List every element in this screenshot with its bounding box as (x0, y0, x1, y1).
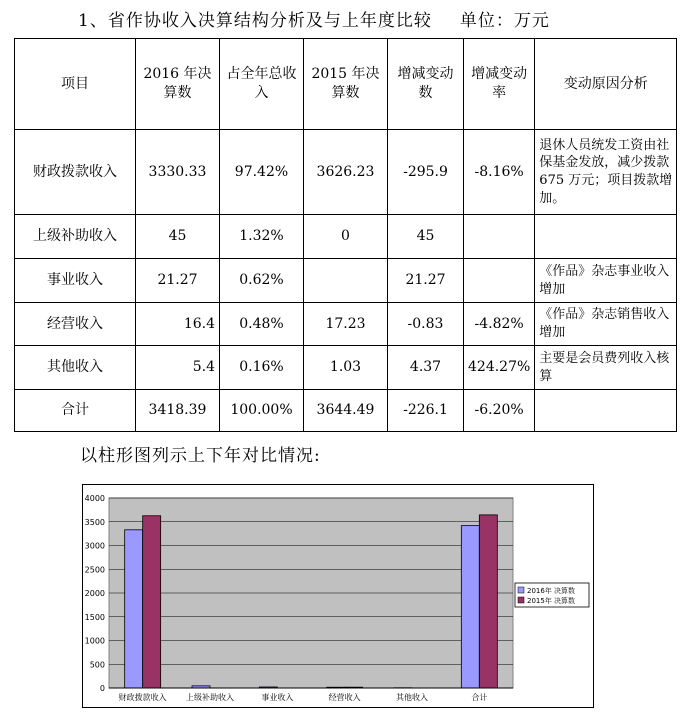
cell-share: 0.16% (220, 346, 304, 390)
x-tick-label: 财政拨款收入 (118, 693, 167, 702)
cell-2015: 3626.23 (304, 130, 388, 215)
bar (479, 515, 497, 688)
cell-change: -226.1 (388, 390, 464, 432)
legend-label: 2015年 决算数 (527, 597, 576, 605)
cell-reason: 《作品》杂志事业收入增加 (535, 259, 677, 303)
x-tick-label: 上级补助收入 (186, 693, 234, 702)
cell-rate: -8.16% (464, 130, 535, 215)
row-label: 合计 (15, 390, 136, 432)
col-header-2016: 2016 年决算数 (136, 39, 220, 130)
chart-intro: 以柱形图列示上下年对比情况: (80, 446, 321, 466)
y-tick-label: 0 (99, 684, 105, 693)
y-tick-label: 3500 (84, 517, 105, 527)
cell-rate (464, 259, 535, 303)
revenue-table (14, 38, 677, 432)
cell-share: 0.62% (220, 259, 304, 303)
cell-change: 21.27 (388, 259, 464, 303)
y-tick-label: 2000 (84, 589, 105, 598)
bar-chart (82, 484, 594, 708)
table-header-row (15, 39, 677, 130)
cell-change: 4.37 (388, 346, 464, 390)
row-label: 经营收入 (15, 303, 136, 346)
y-tick-label: 3000 (84, 541, 105, 551)
col-header-item: 项目 (15, 39, 136, 130)
cell-2016: 3418.39 (136, 390, 220, 432)
col-header-2015: 2015 年决算数 (304, 39, 388, 130)
cell-reason: 退休人员统发工资由社保基金发放，减少拨款 675 万元；项目拨款增加。 (535, 130, 677, 215)
bar (461, 526, 479, 688)
cell-2016: 21.27 (136, 259, 220, 303)
x-tick-label: 其他收入 (396, 693, 428, 702)
row-label: 上级补助收入 (15, 215, 136, 259)
y-tick-label: 500 (89, 660, 105, 670)
cell-share: 1.32% (220, 215, 304, 259)
row-label: 其他收入 (15, 346, 136, 390)
cell-change: 45 (388, 215, 464, 259)
cell-reason (535, 215, 677, 259)
table-row (15, 259, 677, 303)
x-tick-label: 事业收入 (261, 693, 294, 702)
cell-rate: 424.27% (464, 346, 535, 390)
cell-2015: 1.03 (304, 346, 388, 390)
cell-2016: 45 (136, 215, 220, 259)
unit-label: 单位：万元 (459, 11, 550, 31)
col-header-share: 占全年总收入 (220, 39, 304, 130)
row-label: 财政拨款收入 (15, 130, 136, 215)
table-row-total (15, 390, 677, 432)
col-header-reason: 变动原因分析 (535, 39, 677, 130)
cell-2016: 16.4 (136, 303, 220, 346)
cell-2016: 3330.33 (136, 130, 220, 215)
col-header-change: 增减变动数 (388, 39, 464, 130)
bar (125, 530, 143, 688)
cell-2015: 17.23 (304, 303, 388, 346)
y-tick-label: 1000 (84, 636, 105, 646)
y-tick-label: 1500 (84, 612, 105, 622)
cell-change: -0.83 (388, 303, 464, 346)
cell-2015: 3644.49 (304, 390, 388, 432)
table-row (15, 303, 677, 346)
cell-rate: -6.20% (464, 390, 535, 432)
y-tick-label: 2500 (84, 565, 105, 575)
legend-swatch (518, 587, 524, 593)
table-row (15, 130, 677, 215)
cell-reason (535, 390, 677, 432)
cell-2015 (304, 259, 388, 303)
page-title (78, 6, 550, 31)
table-row (15, 346, 677, 390)
col-header-rate: 增减变动率 (464, 39, 535, 130)
row-label: 事业收入 (15, 259, 136, 303)
cell-share: 0.48% (220, 303, 304, 346)
title-text: 1、省作协收入决算结构分析及与上年度比较 (78, 11, 432, 31)
bar (143, 516, 161, 688)
table-row (15, 215, 677, 259)
cell-rate (464, 215, 535, 259)
y-tick-label: 4000 (84, 494, 105, 503)
legend-swatch (518, 597, 524, 603)
x-tick-label: 合计 (471, 693, 488, 702)
cell-2016: 5.4 (136, 346, 220, 390)
chart-svg (83, 485, 593, 707)
cell-reason: 主要是会员费列收入核算 (535, 346, 677, 390)
cell-2015: 0 (304, 215, 388, 259)
cell-share: 100.00% (220, 390, 304, 432)
cell-share: 97.42% (220, 130, 304, 215)
cell-change: -295.9 (388, 130, 464, 215)
cell-rate: -4.82% (464, 303, 535, 346)
legend-label: 2016年 决算数 (527, 587, 576, 595)
x-tick-label: 经营收入 (328, 693, 361, 702)
cell-reason: 《作品》杂志销售收入增加 (535, 303, 677, 346)
